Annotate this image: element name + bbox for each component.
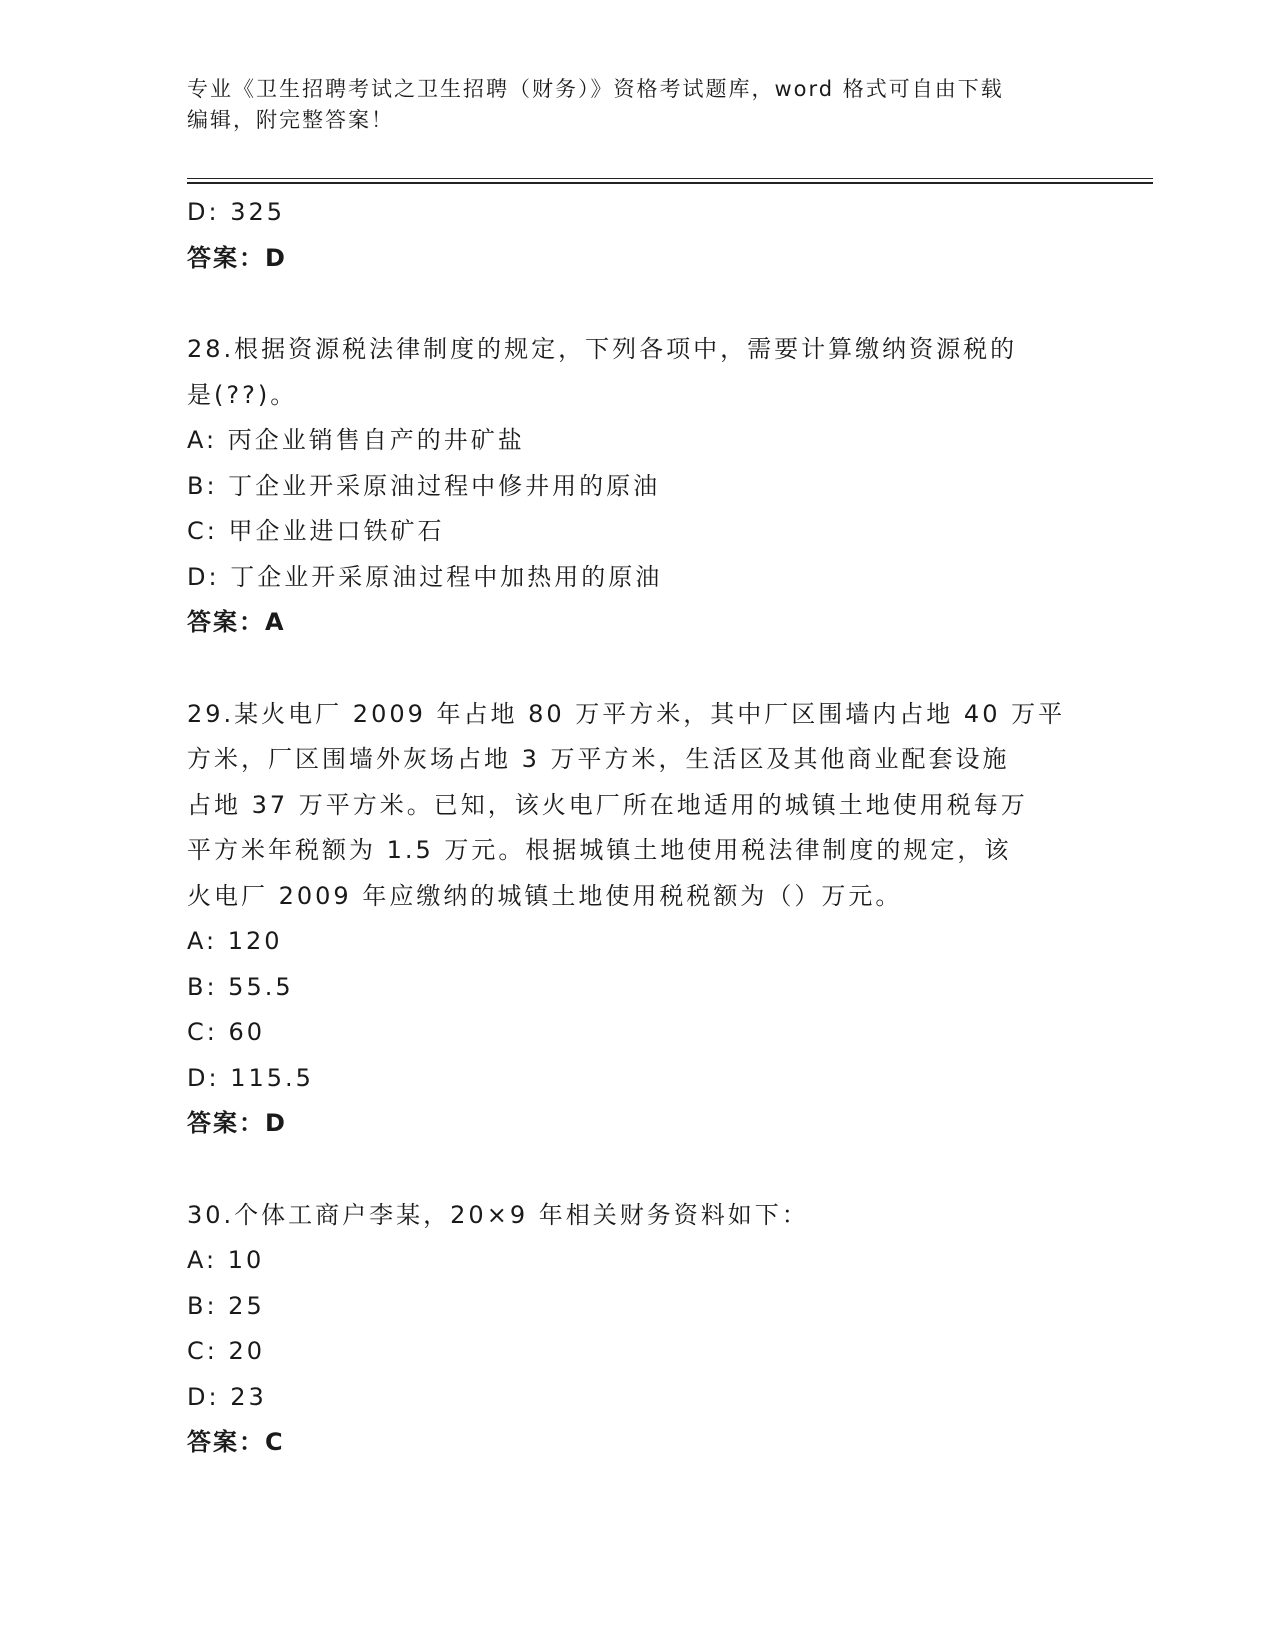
option-a: A: 10: [187, 1246, 265, 1274]
header-line-2: 编辑，附完整答案！: [187, 108, 394, 132]
option-d: D: 325: [187, 198, 286, 226]
header-divider-thick: [187, 182, 1153, 184]
spacer: [187, 646, 1087, 692]
question-30: [187, 1193, 1087, 1466]
document-body: [187, 190, 1087, 1466]
question-text: 占地 37 万平方米。已知，该火电厂所在地适用的城镇土地使用税每万: [187, 790, 1028, 819]
spacer: [187, 1147, 1087, 1193]
answer-label: 答案：D: [187, 243, 287, 272]
header-divider-thin: [187, 178, 1153, 179]
question-text: 30.个体工商户李某，20×9 年相关财务资料如下：: [187, 1200, 809, 1229]
option-c: C: 60: [187, 1018, 266, 1046]
question-29: [187, 692, 1087, 1147]
option-b: B: 丁企业开采原油过程中修井用的原油: [187, 471, 661, 500]
answer-label: 答案：D: [187, 1109, 287, 1137]
question-text: 28.根据资源税法律制度的规定，下列各项中，需要计算缴纳资源税的: [187, 335, 1018, 363]
option-c: C: 20: [187, 1337, 266, 1365]
question-text: 平方米年税额为 1.5 万元。根据城镇土地使用税法律制度的规定，该: [187, 836, 1012, 864]
spacer: [187, 281, 1087, 327]
option-a: A: 120: [187, 927, 283, 955]
question-text: 方米，厂区围墙外灰场占地 3 万平方米，生活区及其他商业配套设施: [187, 745, 1010, 773]
option-d: D: 115.5: [187, 1063, 314, 1092]
question-28: [187, 327, 1087, 646]
question-text: 火电厂 2009 年应缴纳的城镇土地使用税税额为（）万元。: [187, 881, 903, 910]
option-b: B: 55.5: [187, 972, 294, 1001]
option-b: B: 25: [187, 1291, 265, 1320]
answer-label: 答案：C: [187, 1428, 285, 1456]
option-d: D: 23: [187, 1382, 267, 1411]
question-27-tail: [187, 190, 1087, 281]
option-a: A: 丙企业销售自产的井矿盐: [187, 426, 525, 454]
header-line-1: 专业《卫生招聘考试之卫生招聘（财务）》资格考试题库，word 格式可自由下载: [187, 77, 1004, 101]
document-header: [187, 74, 1087, 136]
question-text: 是(??)。: [187, 380, 298, 409]
answer-label: 答案：A: [187, 608, 286, 636]
option-d: D: 丁企业开采原油过程中加热用的原油: [187, 562, 663, 591]
question-text: 29.某火电厂 2009 年占地 80 万平方米，其中厂区围墙内占地 40 万平: [187, 699, 1066, 728]
option-c: C: 甲企业进口铁矿石: [187, 517, 445, 545]
